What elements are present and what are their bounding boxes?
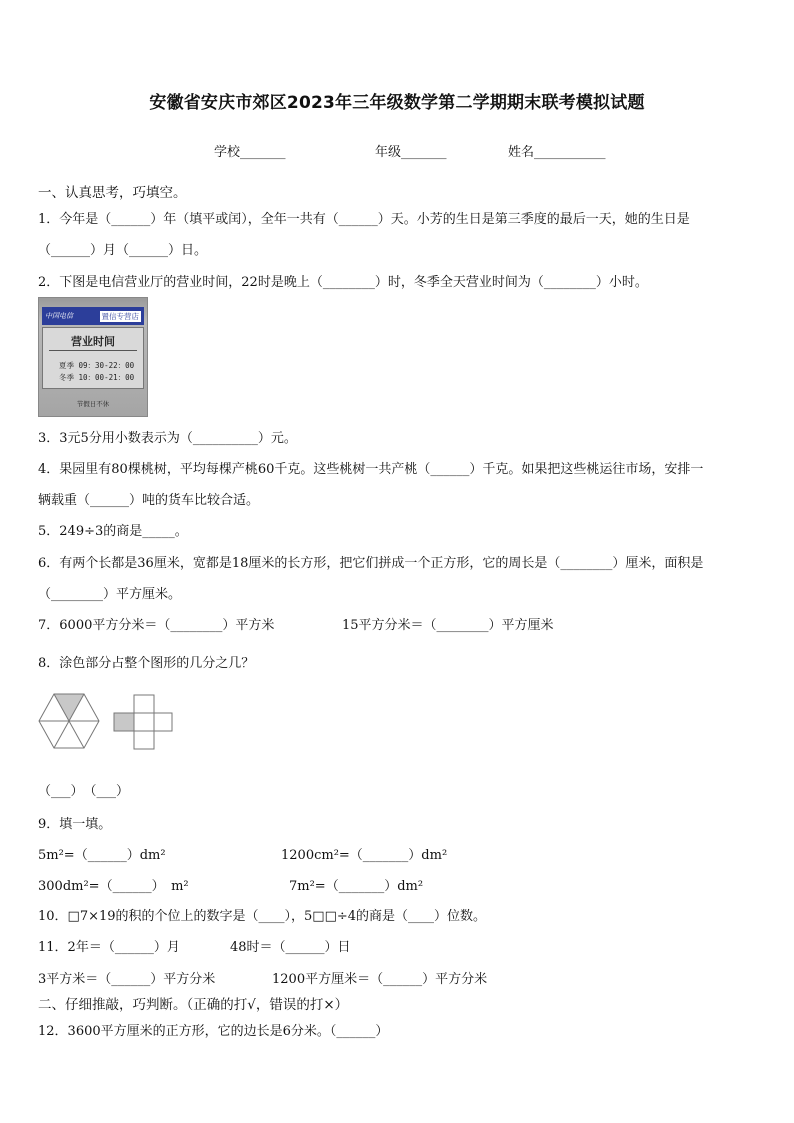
question-8-answers: （___） （___） xyxy=(38,784,130,799)
board-divider xyxy=(49,350,137,351)
hexagon-shaded-part xyxy=(54,694,84,721)
question-2: 2．下图是电信营业厅的营业时间，22时是晚上（________）时，冬季全天营业时间为（________）小时。 xyxy=(38,275,648,290)
question-6-line-1: 6．有两个长都是36厘米，宽都是18厘米的长方形，把它们拼成一个正方形，它的周长是（________）厘米，面积是 xyxy=(38,556,704,571)
question-12: 12．3600平方厘米的正方形，它的边长是6分米。（______） xyxy=(38,1024,389,1039)
cube-net-square xyxy=(154,713,172,731)
question-9-part-c: 300dm²=（______） m² xyxy=(38,879,189,894)
business-hours-photo xyxy=(38,297,148,417)
telecom-brand: 中国电信 xyxy=(45,312,73,320)
section-2-heading: 二、仔细推敲，巧判断。（正确的打√，错误的打×） xyxy=(38,997,349,1013)
question-11-part-b: 48时＝（______）日 xyxy=(230,940,351,955)
question-6-line-2: （________）平方厘米。 xyxy=(38,587,182,602)
question-11-part-d: 1200平方厘米＝（______）平方分米 xyxy=(272,972,488,987)
question-9: 9．填一填。 xyxy=(38,817,112,832)
winter-hours: 冬季 10：00-21：00 xyxy=(59,373,135,382)
page-title: 安徽省安庆市郊区2023年三年级数学第二学期期末联考模拟试题 xyxy=(149,93,645,113)
name-field: 姓名___________ xyxy=(508,145,606,160)
question-8: 8．涂色部分占整个图形的几分之几？ xyxy=(38,656,255,671)
section-1-heading: 一、认真思考，巧填空。 xyxy=(38,185,187,201)
photo-header xyxy=(42,307,144,325)
cube-net-square xyxy=(134,713,154,731)
grade-field: 年级_______ xyxy=(375,145,447,160)
question-4-line-2: 辆载重（______）吨的货车比较合适。 xyxy=(38,493,260,508)
question-11-part-c: 3平方米＝（______）平方分米 xyxy=(38,972,216,987)
question-11-part-a: 11．2年＝（______）月 xyxy=(38,940,180,955)
question-9-part-b: 1200cm²=（_______）dm² xyxy=(281,848,448,863)
hours-title: 营业时间 xyxy=(71,335,115,348)
cube-net-square xyxy=(134,695,154,713)
holiday-note: 节假日不休 xyxy=(76,400,110,408)
hexagon-figure xyxy=(36,690,102,752)
question-3: 3．3元5分用小数表示为（__________）元。 xyxy=(38,431,297,446)
question-9-part-d: 7m²=（_______）dm² xyxy=(289,879,424,894)
question-1-line-1: 1．今年是（______）年（填平或闰），全年一共有（______）天。小芳的生日是第三季度的最后一天，她的生日是 xyxy=(38,212,690,227)
question-7-part-a: 7．6000平方分米＝（________）平方米 xyxy=(38,618,275,633)
question-5: 5．249÷3的商是_____。 xyxy=(38,524,188,539)
store-name: 置信专营店 xyxy=(101,311,139,321)
question-9-part-a: 5m²=（______）dm² xyxy=(38,848,166,863)
question-1-line-2: （______）月（______）日。 xyxy=(38,243,208,258)
cube-net-figure xyxy=(112,694,174,750)
question-4-line-1: 4．果园里有80棵桃树，平均每棵产桃60千克。这些桃树一共产桃（______）千克。如果把这些桃运往市场，安排一 xyxy=(38,462,704,477)
summer-hours: 夏季 09：30-22：00 xyxy=(59,361,135,370)
hours-board xyxy=(42,327,144,389)
school-field: 学校_______ xyxy=(214,145,286,160)
question-10: 10．□7×19的积的个位上的数字是（____），5□□÷4的商是（____）位数。 xyxy=(38,909,487,924)
cube-net-square xyxy=(134,731,154,749)
question-7-part-b: 15平方分米＝（________）平方厘米 xyxy=(342,618,554,633)
cube-net-shaded-square xyxy=(114,713,134,731)
